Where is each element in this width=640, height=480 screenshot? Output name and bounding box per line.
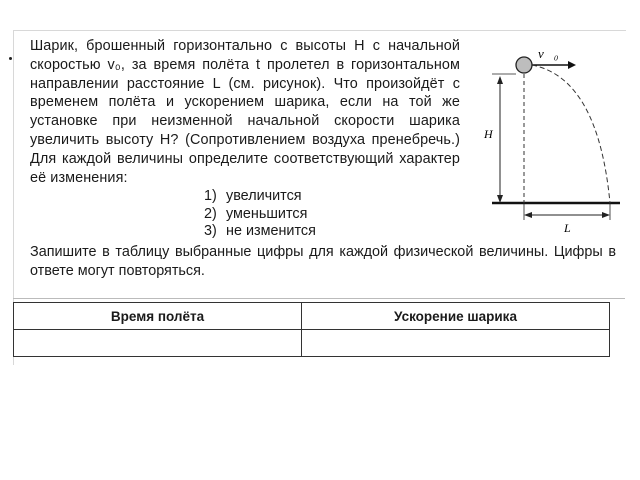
velocity-arrowhead [568,61,576,69]
option-label: уменьшится [226,205,308,222]
header-acceleration: Ускорение шарика [302,303,610,330]
option-label: увеличится [226,188,302,204]
option-label: не изменится [226,223,316,239]
table-answer-row [14,330,610,357]
slide-bullet [9,57,12,60]
option-item [204,223,316,241]
ball [516,57,532,73]
answer-cell-acceleration[interactable] [302,330,610,357]
height-arrow-top [497,76,503,84]
option-number: 3) [204,223,217,239]
answer-cell-flight-time[interactable] [14,330,302,357]
options-list [204,188,316,241]
distance-arrow-left [524,212,532,218]
distance-label: L [564,221,571,235]
header-flight-time: Время полёта [14,303,302,330]
height-label: H [484,127,493,141]
instruction-text: Запишите в таблицу выбранные цифры для каждой физической величины. Цифры в ответе могут повторяться. [30,244,616,279]
option-number: 1) [204,188,217,204]
trajectory-figure [470,38,628,238]
table-header-row [14,303,610,330]
trajectory-curve [532,65,610,203]
problem-text: Шарик, брошенный горизонтально с высоты H с начальной скоростью v₀, за время полёта t пролетел в горизонтальном направлении расстояние L (см. рисунок). Что произойдёт с временем полёта и ускорением шарика, если на той же установке при неизменной начальной скорости шарика увеличить высоту H? (Сопротивлением воздуха пренебречь.) Для каждой величины определите соответствующий характер её изменения: [30,38,460,186]
answer-table [13,302,610,357]
velocity-label: v⃗₀ [538,46,559,61]
option-item [204,188,316,206]
option-number: 2) [204,205,217,222]
distance-arrow-right [602,212,610,218]
divider [13,298,625,299]
option-item [204,206,316,224]
